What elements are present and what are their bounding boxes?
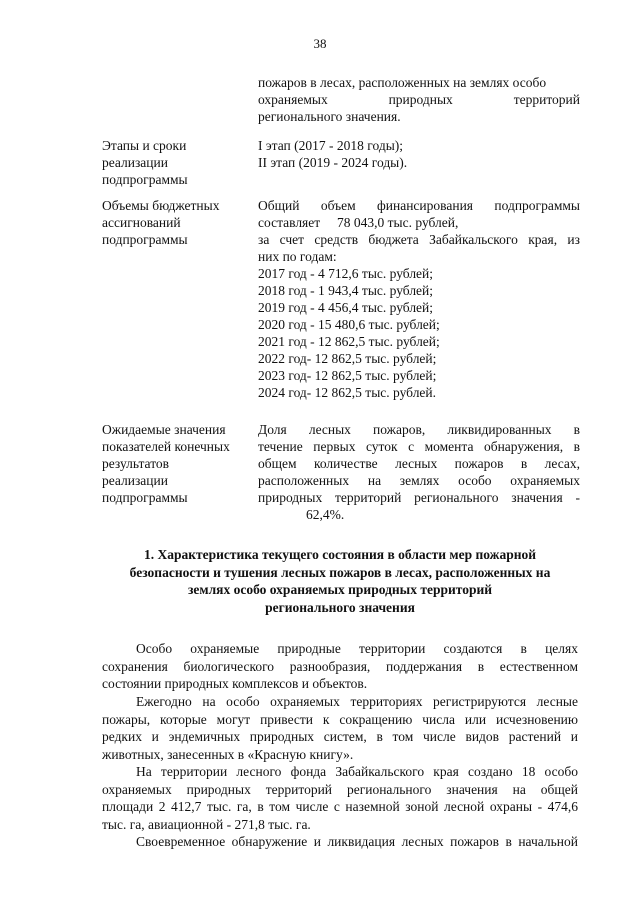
budget-label xyxy=(102,197,252,248)
value-line: общем количестве лесных пожаров в лесах, xyxy=(258,456,580,471)
year-line: 2021 год - 12 862,5 тыс. рублей; xyxy=(258,334,440,349)
paragraph-line: сохранения биологического разнообразия, поддержания в естественном xyxy=(102,658,578,674)
label-line: ассигнований xyxy=(102,215,181,230)
value-line: течение первых суток с момента обнаружения, в xyxy=(258,439,580,454)
value-line: Общий объем финансирования подпрограммы xyxy=(258,198,580,213)
label-line: реализации xyxy=(102,473,168,488)
year-line: 2017 год - 4 712,6 тыс. рублей; xyxy=(258,266,434,281)
year-line: 2024 год- 12 862,5 тыс. рублей. xyxy=(258,385,437,400)
paragraph-line: охраняемых природных территорий регионального значения на общей xyxy=(102,781,578,797)
section-heading xyxy=(102,546,578,616)
goal-continuation xyxy=(258,74,580,125)
label-line: результатов xyxy=(102,456,170,471)
paragraph-line: площади 2 412,7 тыс. га, в том числе с наземной зоной лесной охраны - 474,6 xyxy=(102,799,578,814)
heading-line: 1. Характеристика текущего состояния в области мер пожарной xyxy=(143,547,537,562)
value-line: 62,4%. xyxy=(306,507,345,522)
paragraph-line: На территории лесного фонда Забайкальского края создано 18 особо xyxy=(136,764,578,779)
paragraph-line: редких и эндемичных природных систем, в том числе видов растений и xyxy=(102,729,578,744)
paragraph-line: Особо охраняемые природные территории создаются в целях xyxy=(136,641,578,656)
stages-label xyxy=(102,137,252,188)
label-line: Объемы бюджетных xyxy=(102,198,220,213)
year-line: 2023 год- 12 862,5 тыс. рублей; xyxy=(258,368,437,383)
heading-line: землях особо охраняемых природных территорий xyxy=(187,582,493,597)
label-line: показателей конечных xyxy=(102,439,230,454)
year-line: 2019 год - 4 456,4 тыс. рублей; xyxy=(258,300,434,315)
value-line: них по годам: xyxy=(258,249,337,264)
expected-value xyxy=(258,421,580,523)
goal-line: регионального значения. xyxy=(258,109,401,124)
goal-line: пожаров в лесах, расположенных на землях особо xyxy=(258,75,547,90)
value-line: II этап (2019 - 2024 годы). xyxy=(258,155,408,170)
label-line: реализации xyxy=(102,155,168,170)
goal-line: охраняемых природных территорий xyxy=(258,92,580,107)
value-line: I этап (2017 - 2018 годы); xyxy=(258,138,404,153)
paragraph-line: тыс. га, авиационной - 271,8 тыс. га. xyxy=(102,816,311,832)
paragraph-line: Своевременное обнаружение и ликвидация лесных пожаров в начальной xyxy=(136,834,578,849)
value-line: за счет средств бюджета Забайкальского края, из xyxy=(258,232,580,247)
budget-value xyxy=(258,197,580,401)
paragraph-line: состоянии природных комплексов и объектов. xyxy=(102,676,368,691)
label-line: Этапы и сроки xyxy=(102,138,187,153)
label-line: Ожидаемые значения xyxy=(102,422,226,437)
label-line: подпрограммы xyxy=(102,232,188,247)
paragraph xyxy=(102,763,578,833)
page-number: 38 xyxy=(313,36,327,51)
heading-line: регионального значения xyxy=(265,599,415,615)
year-line: 2018 год - 1 943,4 тыс. рублей; xyxy=(258,283,434,298)
label-line: подпрограммы xyxy=(102,172,188,187)
heading-line: безопасности и тушения лесных пожаров в лесах, расположенных на xyxy=(129,564,551,580)
label-line: подпрограммы xyxy=(102,490,188,505)
value-line: составляет 78 043,0 тыс. рублей, xyxy=(258,215,459,230)
value-line: Доля лесных пожаров, ликвидированных в xyxy=(258,422,580,437)
value-line: расположенных на землях особо охраняемых xyxy=(258,473,580,488)
paragraph xyxy=(102,640,578,693)
paragraph xyxy=(102,693,578,763)
stages-value xyxy=(258,137,580,171)
year-line: 2020 год - 15 480,6 тыс. рублей; xyxy=(258,317,440,332)
expected-label xyxy=(102,421,252,506)
paragraph-line: животных, занесенных в «Красную книгу». xyxy=(102,746,354,762)
year-line: 2022 год- 12 862,5 тыс. рублей; xyxy=(258,351,437,366)
value-line: природных территорий регионального значения - xyxy=(258,490,580,505)
paragraph-line: Ежегодно на особо охраняемых территориях регистрируются лесные xyxy=(136,694,578,709)
paragraph xyxy=(102,833,578,851)
paragraph-line: пожары, которые могут привести к сокращению числа или исчезновению xyxy=(102,711,578,727)
